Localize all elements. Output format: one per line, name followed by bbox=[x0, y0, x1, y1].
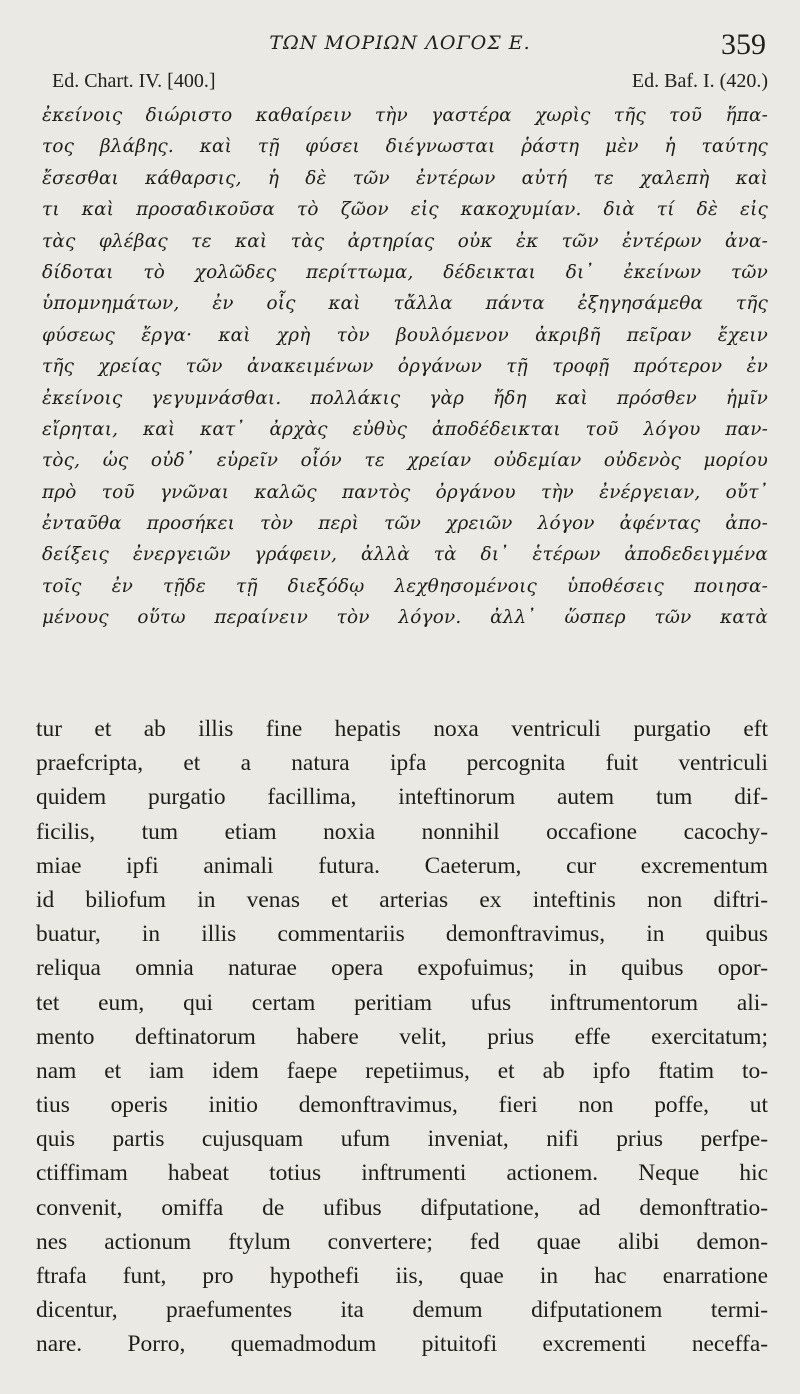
latin-line: quidem purgatio facillima, inteftinorum autem tum dif- bbox=[36, 784, 768, 811]
greek-line: τῆς χρείας τῶν ἀνακειμένων ὀργάνων τῇ τροφῇ πρότερον ἐν bbox=[42, 356, 768, 378]
greek-line: πρὸ τοῦ γνῶναι καλῶς παντὸς ὀργάνου τὴν ἐνέργειαν, οὔτ᾽ bbox=[42, 481, 768, 503]
greek-line: ὑπομνημάτων, ἐν οἷς καὶ τἄλλα πάντα ἐξηγησάμεθα τῆς bbox=[42, 293, 768, 315]
greek-line: ἐκείνοις γεγυμνάσθαι. πολλάκις γὰρ ἤδη καὶ πρόσθεν ἡμῖν bbox=[42, 387, 768, 409]
greek-line: ἔσεσθαι κάθαρσις, ἡ δὲ τῶν ἐντέρων αὐτή τε χαλεπὴ καὶ bbox=[42, 167, 768, 189]
latin-line: tet eum, qui certam peritiam ufus inftrumentorum ali- bbox=[36, 989, 768, 1016]
edition-references bbox=[52, 70, 768, 96]
latin-line: mento deftinatorum habere velit, prius effe exercitatum; bbox=[36, 1023, 768, 1050]
greek-line: δίδοται τὸ χολῶδες περίττωμα, δέδεικται δι᾽ ἐκείνων τῶν bbox=[42, 261, 768, 283]
latin-line: praefcripta, et a natura ipfa percognita fuit ventriculi bbox=[36, 750, 768, 777]
latin-line: dicentur, praefumentes ita demum difputationem termi- bbox=[36, 1297, 768, 1324]
running-title: ΤΩΝ ΜΟΡΙΩΝ ΛΟΓΟΣ Ε. bbox=[269, 32, 531, 54]
latin-line: quis partis cujusquam ufum inveniat, nifi prius perfpe- bbox=[36, 1126, 768, 1153]
latin-line: buatur, in illis commentariis demonftravimus, in quibus bbox=[36, 921, 768, 948]
edition-basel-ref: Ed. Baf. I. (420.) bbox=[631, 70, 768, 92]
latin-line: miae ipfi animali futura. Caeterum, cur excrementum bbox=[36, 852, 768, 879]
latin-text-block bbox=[36, 712, 768, 1362]
greek-line: τὰς φλέβας τε καὶ τὰς ἀρτηρίας οὐκ ἐκ τῶν ἐντέρων ἀνα- bbox=[42, 230, 768, 252]
greek-line: τοῖς ἐν τῇδε τῇ διεξόδῳ λεχθησομένοις ὑποθέσεις ποιησα- bbox=[42, 575, 768, 597]
greek-line: φύσεως ἔργα· καὶ χρὴ τὸν βουλόμενον ἀκριβῆ πεῖραν ἔχειν bbox=[42, 324, 768, 346]
latin-line: tius operis initio demonftravimus, fieri non poffe, ut bbox=[36, 1092, 768, 1119]
greek-line: μένους οὕτω περαίνειν τὸν λόγον. ἀλλ᾽ ὥσπερ τῶν κατὰ bbox=[42, 607, 768, 629]
running-head bbox=[40, 28, 766, 62]
latin-line: convenit, omiffa de ufibus difputatione, ad demonftratio- bbox=[36, 1194, 768, 1221]
greek-line: εἴρηται, καὶ κατ᾽ ἀρχὰς εὐθὺς ἀποδέδεικται τοῦ λόγου παν- bbox=[42, 418, 768, 440]
latin-line: ficilis, tum etiam noxia nonnihil occafione cacochy- bbox=[36, 818, 768, 845]
edition-chartier-ref: Ed. Chart. IV. [400.] bbox=[52, 70, 216, 92]
greek-text-block bbox=[42, 100, 768, 634]
latin-line: id biliofum in venas et arterias ex inteftinis non diftri- bbox=[36, 886, 768, 913]
latin-line: tur et ab illis fine hepatis noxa ventriculi purgatio eft bbox=[36, 716, 768, 742]
greek-line: ἐνταῦθα προσήκει τὸν περὶ τῶν χρειῶν λόγον ἀφέντας ἀπο- bbox=[42, 513, 768, 535]
latin-line: ftrafa funt, pro hypothefi iis, quae in hac enarratione bbox=[36, 1263, 768, 1289]
latin-line: nes actionum ftylum convertere; fed quae alibi demon- bbox=[36, 1228, 768, 1255]
page-number: 359 bbox=[721, 28, 766, 61]
latin-line: reliqua omnia naturae opera expofuimus; in quibus opor- bbox=[36, 955, 768, 982]
greek-line: τὸς, ὡς οὐδ᾽ εὑρεῖν οἷόν τε χρείαν οὐδεμίαν οὐδενὸς μορίου bbox=[42, 450, 768, 472]
latin-line: nam et iam idem faepe repetiimus, et ab ipfo ftatim to- bbox=[36, 1057, 768, 1084]
greek-line: δείξεις ἐνεργειῶν γράφειν, ἀλλὰ τὰ δι᾽ ἑτέρων ἀποδεδειγμένα bbox=[42, 544, 768, 566]
greek-line: τος βλάβης. καὶ τῇ φύσει διέγνωσται ῥάστη μὲν ἡ ταύτης bbox=[42, 136, 768, 158]
latin-line: ctiffimam habeat totius inftrumenti actionem. Neque hic bbox=[36, 1160, 768, 1187]
greek-line: τι καὶ προσαδικοῦσα τὸ ζῶον εἰς κακοχυμίαν. διὰ τί δὲ εἰς bbox=[42, 199, 768, 221]
greek-line: ἐκείνοις διώριστο καθαίρειν τὴν γαστέρα χωρὶς τῆς τοῦ ἥπα- bbox=[42, 105, 768, 126]
column-separator bbox=[30, 690, 770, 691]
latin-line: nare. Porro, quemadmodum pituitofi excrementi neceffa- bbox=[36, 1331, 768, 1358]
